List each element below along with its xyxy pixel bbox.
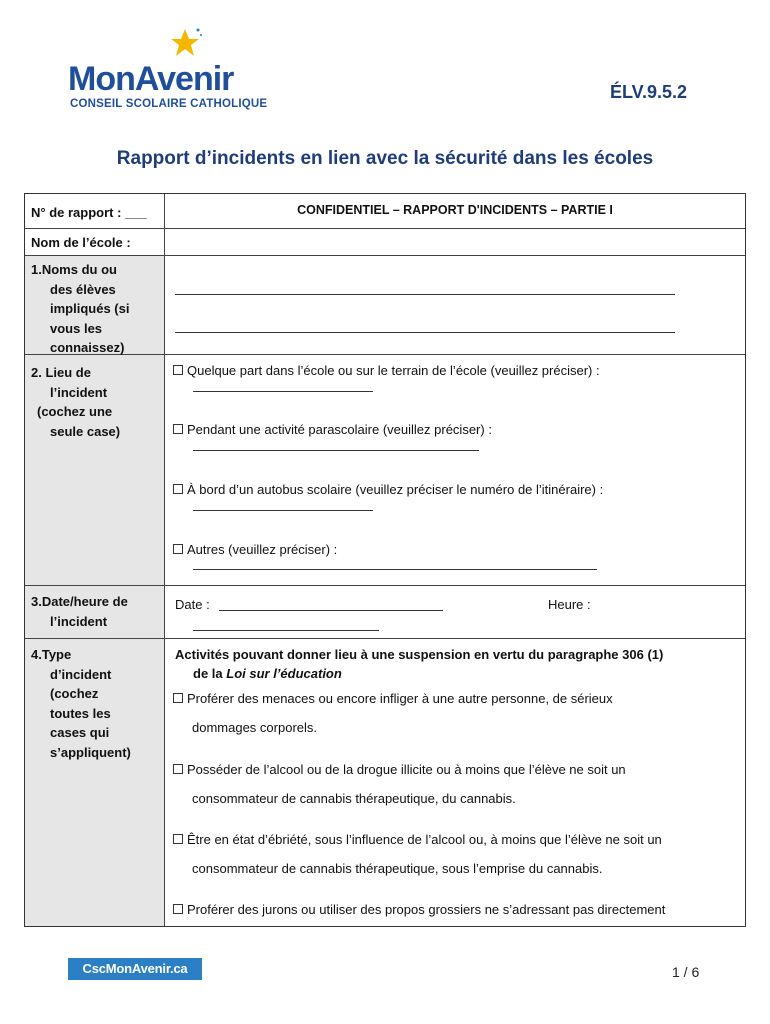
school-name-label: Nom de l’école : [25, 229, 165, 255]
datetime-label-line: l’incident [50, 613, 108, 629]
checkbox[interactable] [173, 693, 183, 703]
incident-option[interactable] [173, 895, 665, 924]
checkbox[interactable] [173, 544, 183, 554]
report-number-row [25, 194, 745, 229]
students-label-line: des élèves [50, 281, 116, 297]
location-detail-line[interactable] [193, 510, 373, 511]
act-prefix: de la [193, 666, 227, 681]
datetime-label-line: 3.Date/heure de [31, 594, 128, 609]
datetime-fields [165, 586, 745, 638]
incident-option-label: dommages corporels. [192, 720, 317, 735]
website-badge: CscMonAvenir.ca [68, 958, 202, 980]
checkbox[interactable] [173, 904, 183, 914]
time-label: Heure : [548, 597, 591, 612]
star-icon [168, 26, 202, 60]
location-option-label: À bord d’un autobus scolaire (veuillez préciser le numéro de l’itinéraire) : [187, 482, 604, 497]
incident-option-label: Être en état d’ébriété, sous l’influence de l’alcool ou, à moins que l’élève ne soit un [187, 832, 662, 847]
incident-type-options [165, 639, 745, 926]
students-label-line: impliqués (si [50, 301, 130, 316]
location-option[interactable] [173, 361, 600, 380]
education-act-reference [193, 664, 342, 683]
report-number-label: N° de rapport : ___ [25, 194, 165, 228]
students-field[interactable] [165, 256, 745, 354]
location-option-label: Quelque part dans l’école ou sur le terrain de l’école (veuillez préciser) : [187, 363, 600, 378]
logo-subtitle: CONSEIL SCOLAIRE CATHOLIQUE [70, 98, 268, 110]
location-option[interactable] [173, 420, 492, 439]
students-label-line: 1.Noms du ou [31, 262, 117, 277]
school-board-logo [68, 26, 268, 118]
act-name: Loi sur l’éducation [226, 666, 342, 681]
location-label-line: 2. Lieu de [31, 365, 91, 380]
location-detail-line[interactable] [193, 450, 479, 451]
document-title: Rapport d’incidents en lien avec la sécurité dans les écoles [116, 148, 654, 169]
datetime-row [25, 586, 745, 639]
location-label-line: l’incident [50, 384, 108, 400]
location-option[interactable] [173, 540, 337, 559]
time-field[interactable] [193, 630, 379, 631]
location-detail-line[interactable] [193, 569, 597, 570]
location-label-line: seule case) [50, 423, 121, 439]
location-label-line: (cochez une [37, 404, 113, 419]
school-name-field[interactable] [165, 229, 745, 255]
incident-report-form [24, 193, 746, 927]
page-number: 1 / 6 [672, 964, 700, 980]
document-code: ÉLV.9.5.2 [610, 82, 688, 102]
location-options [165, 355, 745, 585]
students-row [25, 256, 745, 355]
incident-option-label: consommateur de cannabis thérapeutique, sous l’emprise du cannabis. [192, 861, 603, 876]
students-label-line: connaissez) [50, 340, 125, 355]
incident-option-label: consommateur de cannabis thérapeutique, du cannabis. [192, 791, 516, 806]
incident-type-label-line: s’appliquent) [50, 744, 131, 760]
incident-option[interactable] [173, 825, 662, 883]
location-option-label: Pendant une activité parascolaire (veuillez préciser) : [187, 422, 492, 437]
student-names-line[interactable] [175, 294, 675, 295]
datetime-label [25, 586, 165, 638]
incident-type-label-line: d’incident [50, 666, 112, 682]
location-label [25, 355, 165, 585]
incident-option[interactable] [173, 755, 626, 813]
students-label [25, 256, 165, 354]
checkbox[interactable] [173, 484, 183, 494]
checkbox[interactable] [173, 834, 183, 844]
incident-option-label: Posséder de l’alcool ou de la drogue illicite ou à moins que l’élève ne soit un [187, 762, 626, 777]
checkbox[interactable] [173, 424, 183, 434]
date-label: Date : [175, 597, 210, 612]
confidential-cell [165, 194, 745, 228]
incident-option[interactable] [173, 684, 613, 742]
incident-type-label-line: (cochez [50, 686, 99, 701]
incident-type-row [25, 639, 745, 926]
location-detail-line[interactable] [193, 391, 373, 392]
incident-type-label-line: toutes les [50, 705, 111, 721]
incident-type-label-line: 4.Type [31, 647, 72, 662]
suspension-heading: Activités pouvant donner lieu à une suspension en vertu du paragraphe 306 (1) [175, 647, 664, 662]
checkbox[interactable] [173, 365, 183, 375]
date-field[interactable] [219, 610, 443, 611]
incident-option-label: Proférer des menaces ou encore infliger à une autre personne, de sérieux [187, 691, 613, 706]
checkbox[interactable] [173, 764, 183, 774]
location-option-label: Autres (veuillez préciser) : [187, 542, 338, 557]
student-names-line[interactable] [175, 332, 675, 333]
incident-type-label [25, 639, 165, 926]
students-label-line: vous les [50, 320, 103, 336]
incident-type-label-line: cases qui [50, 725, 110, 740]
confidential-heading: CONFIDENTIEL – RAPPORT D'INCIDENTS – PARTIE I [297, 203, 613, 217]
location-option[interactable] [173, 480, 603, 499]
location-row [25, 355, 745, 586]
logo-wordmark: MonAvenir [68, 60, 234, 98]
school-name-row [25, 229, 745, 256]
incident-option-label: Proférer des jurons ou utiliser des propos grossiers ne s’adressant pas directement [187, 902, 666, 917]
